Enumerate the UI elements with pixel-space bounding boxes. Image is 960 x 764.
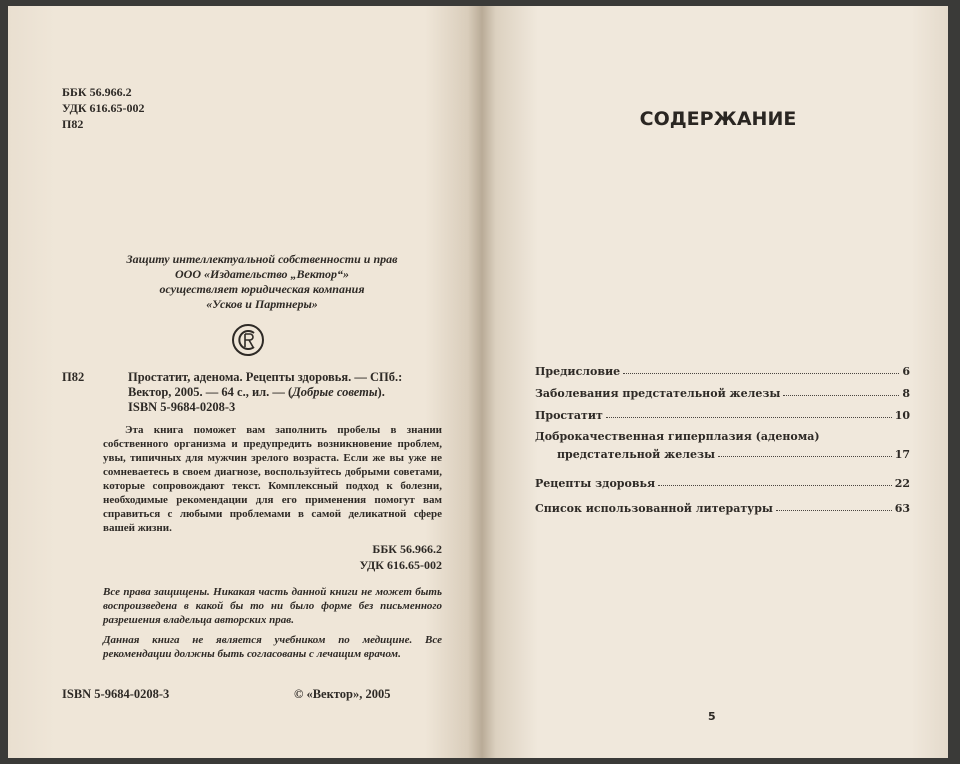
medical-notice-text: Данная книга не является учебником по медицине. Все рекомендации должны быть согласованы с лечащим врачом.: [103, 634, 442, 660]
toc-title: предстательной железы: [557, 448, 716, 461]
toc-item[interactable]: [535, 468, 910, 490]
medical-notice: [103, 633, 442, 661]
toc-title: Заболевания предстательной железы: [535, 387, 781, 400]
toc-title: Простатит: [535, 409, 603, 422]
toc-page: 6: [902, 365, 910, 378]
toc-item[interactable]: [535, 493, 910, 515]
udk: УДК 616.65-002: [359, 558, 442, 572]
toc-page: 63: [894, 502, 910, 515]
page-number: 5: [708, 710, 716, 723]
copyright-logo-icon: [230, 322, 266, 358]
toc-title: Доброкачественная гиперплазия (аденома): [535, 430, 820, 443]
annotation-text: Эта книга поможет вам заполнить пробелы в знании собственного организма и предупредить возникновение проблем, увы, типичных для мужчин зрелого возраста. Если же вы уже не сомневаетесь в своем диагнозе, воспользуйтесь добрыми советами, которые сопровождают текст. Комплексный подход к болезни, необходимые рекомендации для его применения помогут вам справиться с любыми проблемами в самой деликатной сфере вашей жизни.: [103, 424, 442, 534]
page-title: СОДЕРЖАНИЕ: [639, 108, 797, 130]
toc-item[interactable]: [535, 378, 910, 400]
isbn-footer: ISBN 5-9684-0208-3: [62, 687, 170, 701]
bbk: ББК 56.966.2: [372, 542, 442, 556]
catalog-entry: [62, 370, 442, 415]
rights-line: ООО «Издательство „Вектор“»: [175, 267, 349, 281]
imprint-block: [62, 370, 442, 702]
rights-notice: [62, 252, 462, 312]
toc-item[interactable]: [535, 430, 910, 466]
toc-page: 22: [894, 477, 910, 490]
catalog-line: Вектор, 2005. — 64 с., ил. — (: [128, 385, 293, 399]
catalog-isbn: ISBN 5-9684-0208-3: [128, 400, 236, 414]
toc-page: 10: [894, 409, 910, 422]
rights-line: «Усков и Партнеры»: [206, 297, 318, 311]
classification-code: П82: [62, 117, 84, 131]
copyright-notice-text: Все права защищены. Никакая часть данной книги не может быть воспроизведена в какой бы то ни было форме без письменного разрешения владельца авторских прав.: [103, 586, 442, 626]
annotation: [103, 423, 442, 535]
toc-title: Список использованной литературы: [535, 502, 773, 515]
imprint-footer: [62, 687, 442, 702]
copyright-footer: © «Вектор», 2005: [294, 687, 391, 701]
table-of-contents: [535, 356, 910, 515]
classification-bbk: ББК 56.966.2: [62, 85, 132, 99]
toc-title: Предисловие: [535, 365, 621, 378]
copyright-notice: [103, 585, 442, 627]
left-page: [8, 6, 482, 758]
catalog-line: ).: [377, 385, 385, 399]
toc-item[interactable]: [535, 400, 910, 422]
catalog-line: аденома. Рецепты здоровья. — СПб.:: [190, 370, 403, 384]
rights-line: Защиту интеллектуальной собственности и прав: [126, 252, 398, 266]
toc-page: 17: [894, 448, 910, 461]
rights-line: осуществляет юридическая компания: [159, 282, 365, 296]
toc-title: Рецепты здоровья: [535, 477, 656, 490]
series-name: Добрые советы: [292, 385, 378, 399]
catalog-code: П82: [62, 370, 85, 384]
right-page: [482, 6, 948, 758]
toc-page: 8: [902, 387, 910, 400]
toc-item[interactable]: [535, 356, 910, 378]
classification-udk: УДК 616.65-002: [62, 101, 145, 115]
book-title: Простатит,: [128, 370, 191, 384]
